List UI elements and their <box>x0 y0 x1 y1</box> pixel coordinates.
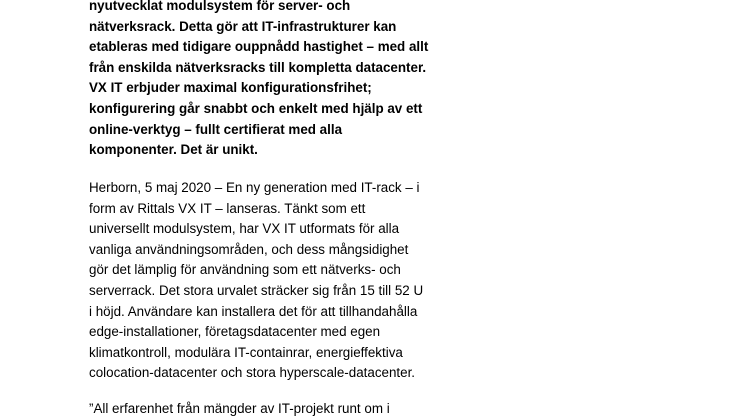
body-line: colocation-datacenter och stora hyperscale-datacenter. <box>89 365 416 381</box>
body-line: edge-installationer, företagsdatacenter med egen <box>89 324 381 340</box>
body-line: klimatkontroll, modulära IT-containrar, energieffektiva <box>89 344 403 360</box>
body-line: i höjd. Användare kan installera det för att tillhandahålla <box>89 303 418 319</box>
lead-line: VX IT erbjuder maximal konfigurationsfrihet; <box>89 80 372 96</box>
lead-line: komponenter. Det är unikt. <box>89 142 258 158</box>
body-line: gör det lämplig för användning som ett nätverks- och <box>89 262 401 278</box>
quote-paragraph <box>89 399 449 420</box>
body-line: serverrack. Det stora urvalet sträcker sig från 15 till 52 U <box>89 282 424 298</box>
body-paragraph <box>89 178 449 384</box>
lead-line: etableras med tidigare ouppnådd hastighet – med allt <box>89 39 429 55</box>
quote-line: ”All erfarenhet från mängder av IT-projekt runt om i <box>89 401 390 416</box>
body-line: vanliga användningsområden, och dess mångsidighet <box>89 241 409 257</box>
lead-line: nyutvecklat modulsystem för server- och <box>89 0 351 13</box>
lead-line: nätverksrack. Detta gör att IT-infrastrukturer kan <box>89 18 397 34</box>
body-line: form av Rittals VX IT – lanseras. Tänkt som ett <box>89 200 366 216</box>
lead-line: online-verktyg – fullt certifierat med alla <box>89 121 343 137</box>
lead-line: från enskilda nätverksracks till kompletta datacenter. <box>89 59 427 75</box>
lead-paragraph <box>89 0 449 161</box>
body-line: universellt modulsystem, har VX IT utformats för alla <box>89 221 400 237</box>
lead-line: konfigurering går snabbt och enkelt med hjälp av ett <box>89 100 423 116</box>
body-line: Herborn, 5 maj 2020 – En ny generation med IT-rack – i <box>89 180 420 195</box>
